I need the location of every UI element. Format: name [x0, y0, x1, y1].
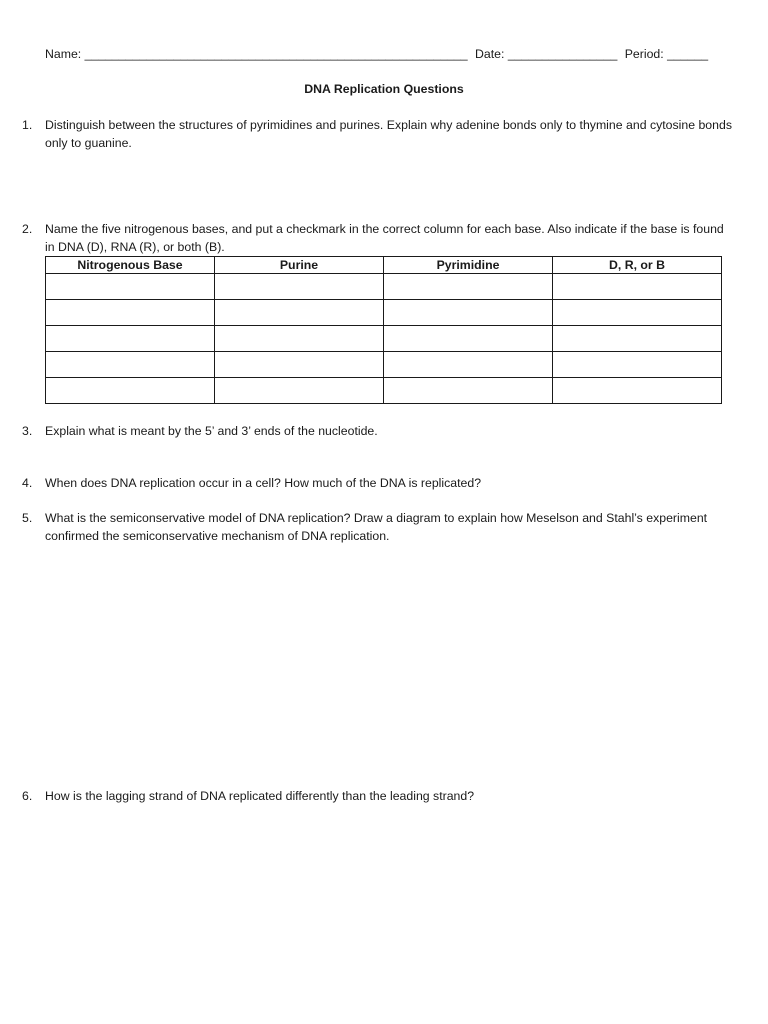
question-text: How is the lagging strand of DNA replicated differently than the leading strand? — [45, 789, 475, 803]
column-header-pyrimidine: Pyrimidine — [384, 257, 553, 274]
date-field[interactable]: Date: ________________ — [475, 47, 618, 61]
page-title: DNA Replication Questions — [304, 82, 464, 96]
question-1 — [22, 117, 732, 152]
table-cell[interactable] — [46, 352, 215, 378]
period-field[interactable]: Period: ______ — [624, 47, 709, 61]
table-row — [46, 300, 722, 326]
table-cell[interactable] — [553, 378, 722, 404]
table-row — [46, 274, 722, 300]
question-4 — [22, 475, 732, 493]
table-cell[interactable] — [215, 352, 384, 378]
question-number: 2. — [22, 222, 33, 236]
question-text: Explain what is meant by the 5’ and 3’ ends of the nucleotide. — [45, 424, 378, 438]
question-number: 4. — [22, 476, 33, 490]
table-cell[interactable] — [553, 300, 722, 326]
question-text: When does DNA replication occur in a cell? How much of the DNA is replicated? — [45, 476, 482, 490]
table-cell[interactable] — [553, 274, 722, 300]
question-2 — [22, 221, 732, 256]
table-cell[interactable] — [215, 274, 384, 300]
question-number: 1. — [22, 118, 33, 132]
question-text: What is the semiconservative model of DNA replication? Draw a diagram to explain how Meselson and Stahl’s experiment confirmed the semiconservative mechanism of DNA replication. — [45, 511, 708, 543]
table-cell[interactable] — [215, 300, 384, 326]
question-number: 3. — [22, 424, 33, 438]
question-number: 6. — [22, 789, 33, 803]
table-cell[interactable] — [215, 326, 384, 352]
question-5 — [22, 510, 732, 545]
table-cell[interactable] — [384, 378, 553, 404]
column-header-dna-rna-both: D, R, or B — [553, 257, 722, 274]
table-row — [46, 326, 722, 352]
name-field[interactable]: Name: ________________________________________________________ — [45, 47, 468, 61]
table-header-row — [46, 257, 722, 274]
table-row — [46, 378, 722, 404]
bases-table — [45, 256, 722, 404]
table-cell[interactable] — [553, 352, 722, 378]
table-cell[interactable] — [384, 300, 553, 326]
question-6 — [22, 788, 732, 806]
table-cell[interactable] — [553, 326, 722, 352]
student-info-line — [45, 47, 708, 61]
table-cell[interactable] — [215, 378, 384, 404]
table-cell[interactable] — [384, 326, 553, 352]
table-cell[interactable] — [46, 274, 215, 300]
table-cell[interactable] — [46, 300, 215, 326]
question-3 — [22, 423, 732, 441]
column-header-purine: Purine — [215, 257, 384, 274]
question-text: Distinguish between the structures of pyrimidines and purines. Explain why adenine bonds only to thymine and cytosine bonds only to guanine. — [45, 118, 732, 150]
column-header-nitrogenous-base: Nitrogenous Base — [46, 257, 215, 274]
question-text: Name the five nitrogenous bases, and put a checkmark in the correct column for each base. Also indicate if the base is found in DNA (D), RNA (R), or both (B). — [45, 222, 724, 254]
table-cell[interactable] — [384, 352, 553, 378]
table-cell[interactable] — [46, 326, 215, 352]
table-cell[interactable] — [46, 378, 215, 404]
table-cell[interactable] — [384, 274, 553, 300]
table-row — [46, 352, 722, 378]
question-number: 5. — [22, 511, 33, 525]
